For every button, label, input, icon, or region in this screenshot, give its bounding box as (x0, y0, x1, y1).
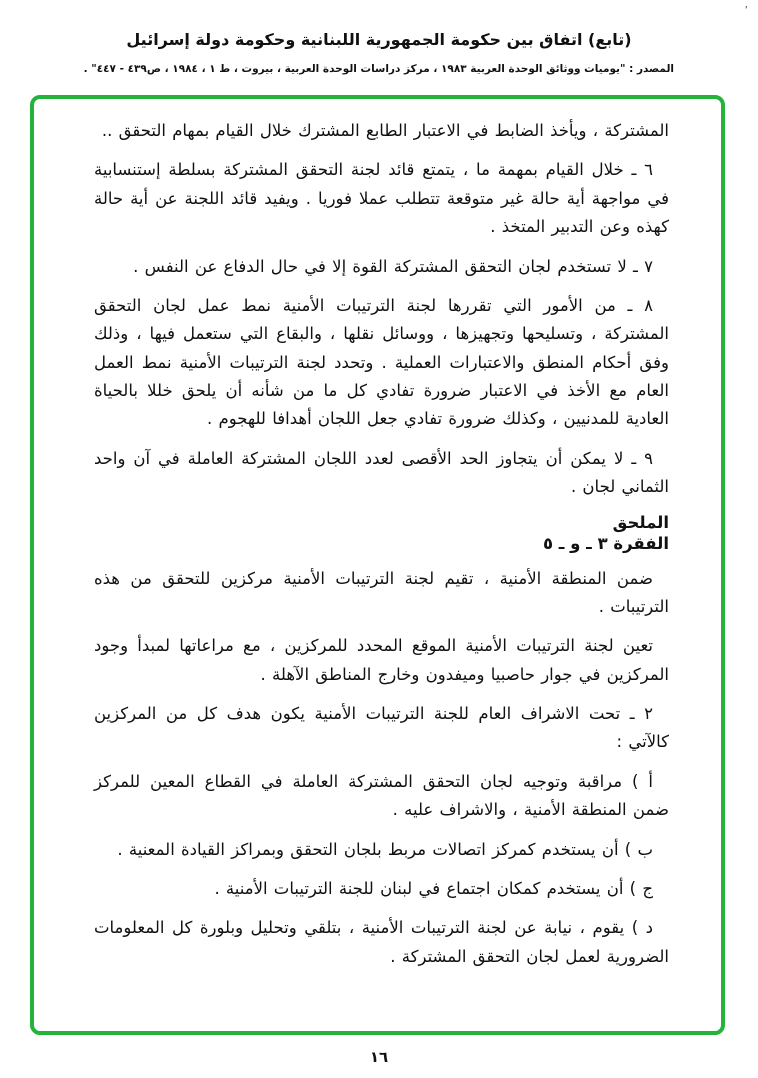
annex-paragraph-item-b: ب ) أن يستخدم كمركز اتصالات مربط بلجان التحقق وبمراكز القيادة المعنية . (117, 839, 653, 859)
document-title: (تابع) اتفاق بين حكومة الجمهورية اللبنانية وحكومة دولة إسرائيل (126, 30, 632, 49)
annex-paragraph-item-a: أ ) مراقبة وتوجيه لجان التحقق المشتركة العاملة في القطاع المعين للمركز ضمن المنطقة الأمنية ، والاشراف عليه . (94, 771, 669, 820)
annex-subheading: الفقرة ٣ ـ و ـ ٥ (542, 533, 669, 553)
paragraph-item-6: ٦ ـ خلال القيام بمهمة ما ، يتمتع قائد لجنة التحقق المشتركة بسلطة إستنسابية في مواجهة أية حالة غير متوقعة تتطلب عملا فوريا . ويفيد قائد اللجنة عن أية حالة كهذه وعن التدبير المتخذ . (94, 160, 669, 237)
source-citation: المصدر : "يوميات ووثائق الوحدة العربية ١٩٨٣ ، مركز دراسات الوحدة العربية ، بيروت ، ط ١ ، ١٩٨٤ ، ص٤٣٩ - ٤٤٧" . (83, 63, 674, 75)
content-border-box (30, 95, 725, 1035)
paragraph-continuation: المشتركة ، ويأخذ الضابط في الاعتبار الطابع المشترك خلال القيام بمهام التحقق .. (101, 121, 669, 140)
annex-heading: الملحق (612, 512, 669, 532)
annex-paragraph-2: تعين لجنة الترتيبات الأمنية الموقع المحدد للمركزين ، مع مراعاتها لمبدأ وجود المركزين في جوار حاصبيا وميفدون وخارج المناطق الآهلة . (94, 636, 669, 684)
paragraph-item-9: ٩ ـ لا يمكن أن يتجاوز الحد الأقصى لعدد اللجان المشتركة العاملة في آن واحد الثماني لجان . (94, 448, 669, 497)
paragraph-item-8: ٨ ـ من الأمور التي تقررها لجنة الترتيبات الأمنية نمط عمل لجان التحقق المشتركة ، وتسليحها وتجهيزها ، ووسائل نقلها ، والبقاع التي ستعمل فيها ، وذلك وفق أحكام المنطق والاعتبارات العملية . وتحدد لجنة الترتيبات الأمنية نمط العمل العام مع الأخذ في الاعتبار ضرورة تفادي كل ما من شأنه أن يلحق خللا بالحياة العادية للمدنيين ، وكذلك ضرورة تفادي جعل اللجان أهدافا للهجوم . (94, 295, 669, 429)
annex-paragraph-item-c: ج ) أن يستخدم كمكان اجتماع في لبنان للجنة الترتيبات الأمنية . (214, 878, 653, 898)
paragraph-item-7: ٧ ـ لا تستخدم لجان التحقق المشتركة القوة إلا في حال الدفاع عن النفس . (133, 256, 653, 276)
page-number: ١٦ (369, 1048, 389, 1066)
scan-artifact: ’ (744, 4, 748, 17)
annex-paragraph-1: ضمن المنطقة الأمنية ، تقيم لجنة الترتيبات الأمنية مركزين للتحقق من هذه الترتيبات . (94, 568, 669, 616)
annex-paragraph-item-d: د ) يقوم ، نيابة عن لجنة الترتيبات الأمنية ، بتلقي وتحليل وبلورة كل المعلومات الضرورية لعمل لجان التحقق المشتركة . (94, 918, 669, 966)
annex-paragraph-item-2: ٢ ـ تحت الاشراف العام للجنة الترتيبات الأمنية يكون هدف كل من المركزين كالآتي : (94, 704, 669, 752)
